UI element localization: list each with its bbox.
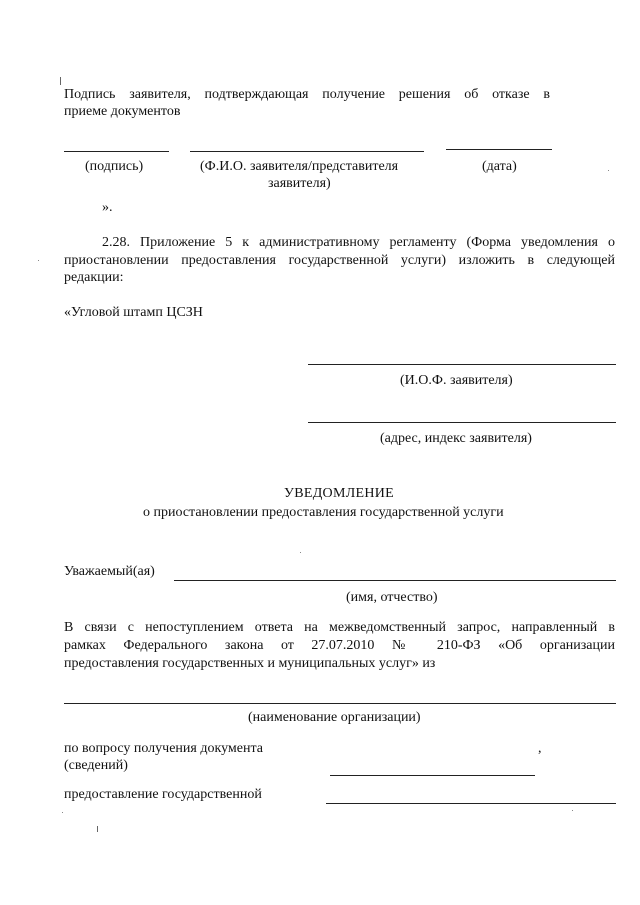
fio-label-2: заявителя) bbox=[268, 176, 331, 191]
closing-quote: ». bbox=[102, 200, 113, 215]
signature-line bbox=[64, 151, 169, 152]
signature-text-line1: Подпись заявителя, подтверждающая получение решения об отказе в bbox=[64, 87, 550, 102]
scan-speck bbox=[38, 260, 39, 261]
body-line1: В связи с непоступлением ответа на межведомственный запрос, направленный в bbox=[64, 620, 615, 635]
request-comma: , bbox=[538, 741, 542, 756]
recipient-name-line bbox=[308, 364, 616, 365]
fio-label: (Ф.И.О. заявителя/представителя bbox=[200, 159, 399, 174]
amendment-line2: приостановлении предоставления государственной услуги) изложить в следующей bbox=[64, 253, 615, 268]
signature-text-line2: приеме документов bbox=[64, 104, 181, 119]
document-line bbox=[330, 775, 535, 776]
greeting-line bbox=[174, 580, 616, 581]
service-line bbox=[326, 803, 616, 804]
greeting-text: Уважаемый(ая) bbox=[64, 564, 155, 579]
date-line bbox=[446, 149, 552, 150]
organization-label: (наименование организации) bbox=[248, 710, 421, 725]
corner-stamp-label: «Угловой штамп ЦСЗН bbox=[64, 305, 203, 320]
recipient-address-line bbox=[308, 422, 616, 423]
greeting-label: (имя, отчество) bbox=[346, 590, 438, 605]
request-line3: предоставление государственной bbox=[64, 787, 262, 802]
scan-mark bbox=[60, 77, 61, 85]
scan-speck bbox=[62, 812, 63, 813]
recipient-address-label: (адрес, индекс заявителя) bbox=[380, 431, 532, 446]
amendment-line3: редакции: bbox=[64, 270, 124, 285]
date-label: (дата) bbox=[482, 159, 517, 174]
body-line2: рамках Федерального закона от 27.07.2010 № 210-ФЗ «Об организации bbox=[64, 638, 615, 653]
scan-speck bbox=[608, 170, 609, 171]
signature-label: (подпись) bbox=[85, 159, 144, 174]
recipient-name-label: (И.О.Ф. заявителя) bbox=[400, 373, 513, 388]
notice-title: УВЕДОМЛЕНИЕ bbox=[284, 486, 395, 501]
body-line3: предоставления государственных и муниципальных услуг» из bbox=[64, 656, 436, 671]
amendment-line1: 2.28. Приложение 5 к административному регламенту (Форма уведомления о bbox=[102, 235, 615, 250]
request-line1: по вопросу получения документа bbox=[64, 741, 263, 756]
request-line2: (сведений) bbox=[64, 758, 128, 773]
scan-speck bbox=[300, 552, 301, 553]
scan-mark bbox=[97, 826, 98, 832]
organization-line bbox=[64, 703, 616, 704]
scan-speck bbox=[572, 810, 573, 811]
fio-line bbox=[190, 151, 424, 152]
notice-subtitle: о приостановлении предоставления государственной услуги bbox=[143, 505, 504, 520]
